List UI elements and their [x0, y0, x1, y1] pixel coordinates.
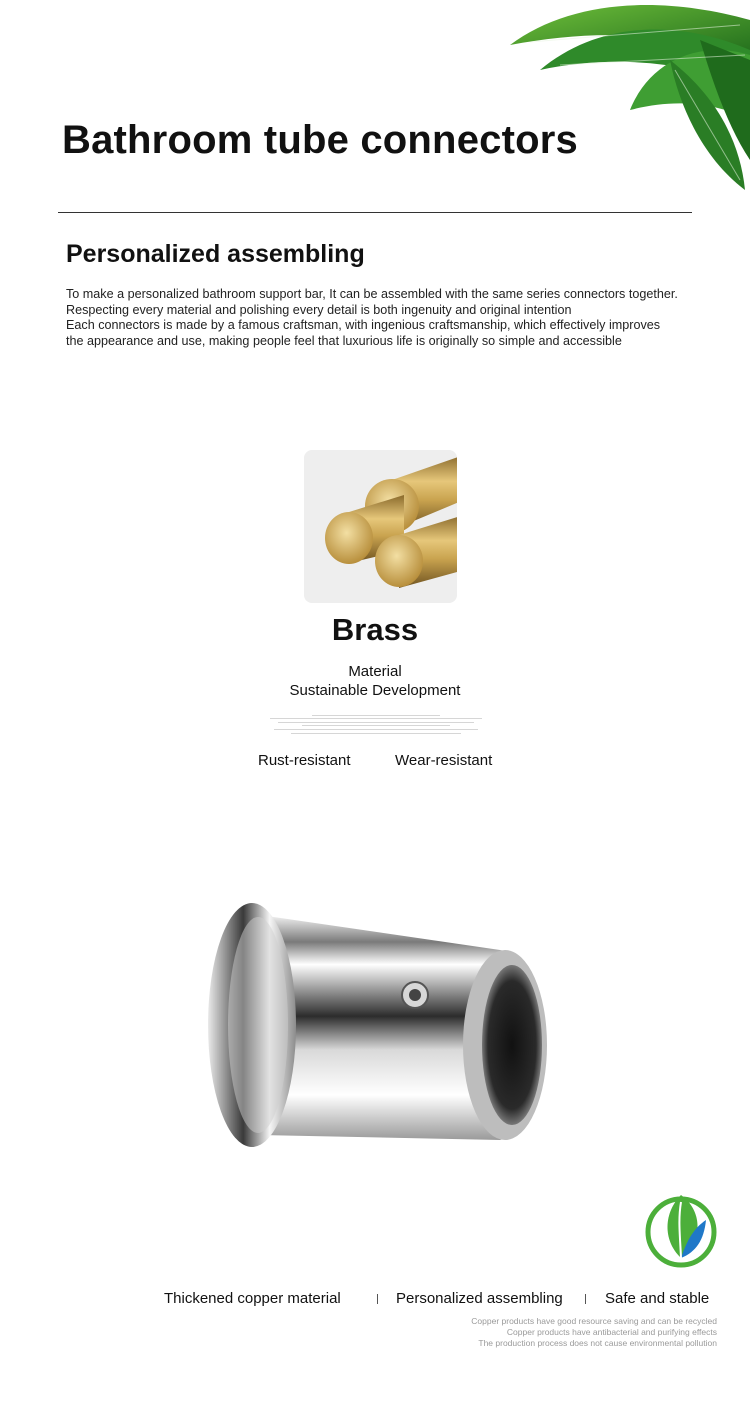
chrome-tube-connector-image [200, 895, 552, 1155]
section-subtitle: Personalized assembling [66, 240, 365, 268]
eco-leaf-icon [642, 1190, 720, 1268]
brass-rods-image [304, 450, 457, 603]
feature-note: Copper products have antibacterial and purifying effects [506, 1327, 717, 1337]
feature-note: The production process does not cause environmental pollution [478, 1338, 717, 1348]
property-rust-resistant: Rust-resistant [258, 752, 351, 769]
intro-line: the appearance and use, making people feel that luxurious life is originally so simple and accessible [66, 333, 622, 348]
material-name: Brass [331, 612, 419, 647]
intro-line: Respecting every material and polishing every detail is both ingenuity and original intention [66, 302, 572, 317]
feature-note: Copper products have good resource saving and can be recycled [471, 1316, 717, 1326]
page-title: Bathroom tube connectors [62, 118, 578, 162]
intro-description [66, 287, 706, 349]
material-label: Material [348, 663, 402, 680]
material-tagline: Sustainable Development [289, 682, 461, 699]
intro-line: To make a personalized bathroom support bar, It can be assembled with the same series connectors together. [66, 287, 678, 301]
intro-line: Each connectors is made by a famous craftsman, with ingenious craftsmanship, which effectively improves [66, 318, 661, 332]
feature-personalized-assembling: Personalized assembling [396, 1290, 563, 1307]
palm-leaves-decoration [500, 0, 750, 200]
title-divider [58, 212, 692, 213]
feature-thickened-copper: Thickened copper material [164, 1290, 341, 1307]
decorative-fine-text [270, 712, 482, 738]
property-wear-resistant: Wear-resistant [395, 752, 493, 769]
feature-safe-stable: Safe and stable [605, 1290, 710, 1307]
feature-separator [377, 1294, 378, 1304]
feature-separator [585, 1294, 586, 1304]
